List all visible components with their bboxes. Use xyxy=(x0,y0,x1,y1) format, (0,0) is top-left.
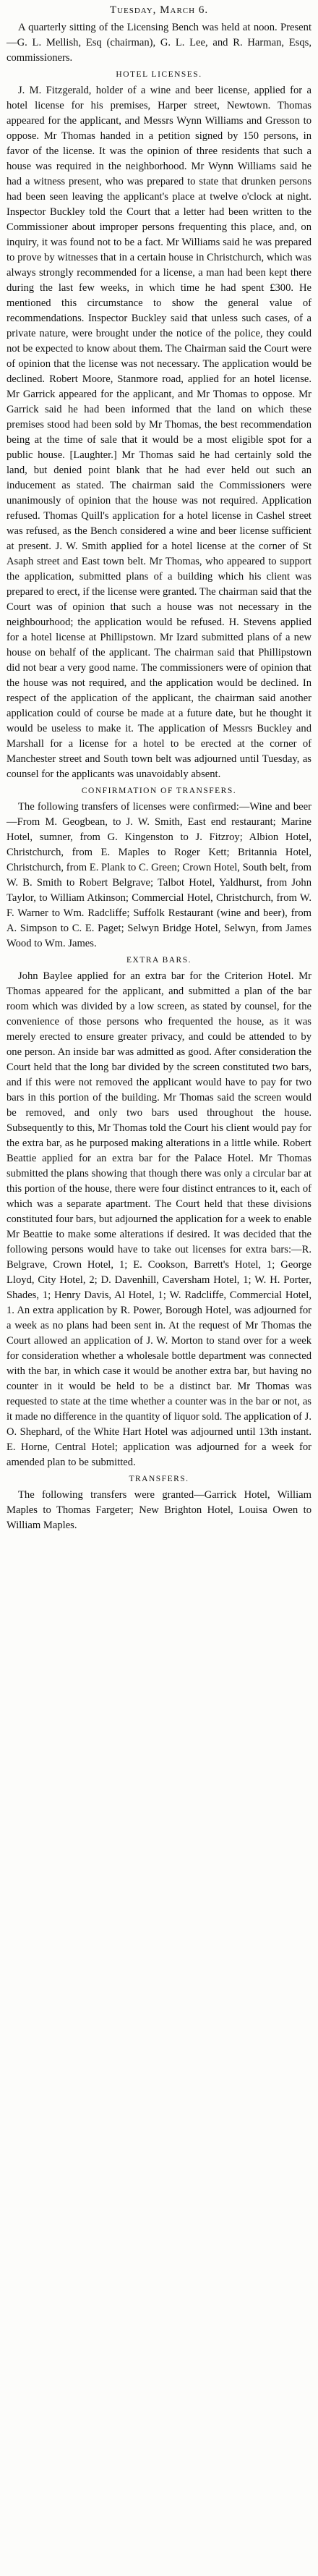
article-paragraph: J. M. Fitzgerald, holder of a wine and beer license, applied for a hotel license for his premises, Harper street, Newtown. Thomas appeared for the applicant, and Messrs Wynn Williams and Gresson to oppose. Mr Thomas handed in a petition signed by 150 persons, in favor of the license. It was the opinion of three residents that such a house was required in the neighborhood. Mr Wynn Williams said he had a witness present, who was prepared to state that drunken persons had been seen leaving the applicant's place at twelve o'clock at night. Inspector Buckley told the Court that a letter had been written to the Commissioner about improper persons frequenting this place, and, on inquiry, it was found not to be a fact. Mr Williams said he was prepared to prove by witnesses that in a certain house in Christchurch, which was always strongly recommended for a license, a man had been kept there during the last few weeks, in which time he had spent £300. He mentioned this circumstance to show the general value of recommendations. Inspector Buckley said that unless such cases, of a private nature, were brought under the notice of the police, they could not be expected to know about them. The Chairman said the Court were of opinion that the license was not necessary. The application would be declined. Robert Moore, Stanmore road, applied for an hotel license. Mr Garrick appeared for the applicant, and Mr Thomas to oppose. Mr Garrick said he had been informed that the land on which these premises stood had been sold by Mr Thomas, the best recommendation being at the time of sale that it would be a most eligible spot for a public house. [Laughter.] Mr Thomas said he had certainly sold the land, but denied point blank that he had ever held out such an inducement as stated. The chairman said the Commissioners were unanimously of opinion that the house was not required. Application refused. Thomas Quill's application for a hotel license in Cashel street was refused, as the Bench considered a wine and beer license sufficient at present. J. W. Smith applied for a hotel license at the corner of St Asaph street and East town belt. Mr Thomas, who appeared to support the application, submitted plans of a building which his client was prepared to erect, if the license were granted. The chairman said that the Court was of opinion that such a house was not necessary in the neighbourhood; the application would be refused. H. Stevens applied for a hotel license at Phillipstown. Mr Izard submitted plans of a new house on behalf of the applicant. The chairman said that Phillipstown did not bear a very good name. The commissioners were of opinion that the house was not required, and the application would be declined. In respect of the application of the applicant, the chairman said another application could of course be made at a future date, but he thought it would be useless to make it. The application of Messrs Buckley and Marshall for a license for a hotel to be erected at the corner of Manchester street and South town belt was adjourned until Tuesday, as counsel for the applicants was unavoidably absent. xyxy=(7,85,311,780)
section-heading: HOTEL LICENSES. xyxy=(116,70,202,79)
section-hotel-licenses xyxy=(7,70,311,782)
section-confirmation-of-transfers xyxy=(7,787,311,952)
section-extra-bars xyxy=(7,956,311,1470)
article-paragraph: John Baylee applied for an extra bar for the Criterion Hotel. Mr Thomas appeared for the applicant, and submitted a plan of the bar room which was divided by a low screen, as stated by counsel, for the convenience of those persons who frequented the house, as it was merely erected to ensure greater privacy, and could be attended to by one person. An inside bar was admitted as good. After consideration the Court held that the long bar divided by the screen constituted two bars, and if this were not removed the applicant would have to pay for two bars in this portion of the building. Mr Thomas said the screen would be removed, and only two bars used throughout the house. Subsequently to this, Mr Thomas told the Court his client would pay for the extra bar, as he purposed making alterations in a little while. Robert Beattie applied for an extra bar for the Palace Hotel. Mr Thomas submitted the plans showing that though there was only a circular bar at this portion of the house, there were four distinct entrances to it, each of which was a separate apartment. The Court held that these divisions constituted four bars, but adjourned the application for a week to enable Mr Beattie to make some alterations if desired. It was decided that the following persons would have to take out licenses for extra bars:—R. Belgrave, Crown Hotel, 1; E. Cookson, Barrett's Hotel, 1; George Lloyd, City Hotel, 2; D. Davenhill, Caversham Hotel, 1; W. H. Porter, Shades, 1; Henry Davis, Al Hotel, 1; W. Radcliffe, Commercial Hotel, 1. An extra application by R. Power, Borough Hotel, was adjourned for a week as no plans had been sent in. At the request of Mr Thomas the Court allowed an application of J. W. Morton to stand over for a week for consideration whether a wholesale bottle department was connected with the bar, in which case it would be another extra bar, but having no counter in it would be held to be a distinct bar. Mr Thomas was requested to state at the time whether a counter was in the bar or not, as it made no difference in the quantity of liquor sold. The application of J. O. Shephard, of the White Hart Hotel was adjourned until 13th instant. E. Horne, Central Hotel; application was adjourned for a week for amended plan to be submitted. xyxy=(7,970,311,1468)
section-heading: TRANSFERS. xyxy=(129,1475,189,1483)
intro-paragraph: A quarterly sitting of the Licensing Bench was held at noon. Present—G. L. Mellish, Esq (chairman), G. L. Lee, and R. Harman, Esqs, commissioners. xyxy=(7,22,311,64)
section-transfers xyxy=(7,1475,311,1533)
article-paragraph: The following transfers were granted—Garrick Hotel, William Maples to Thomas Fargeter; New Brighton Hotel, Louisa Owen to William Maples. xyxy=(7,1489,311,1531)
article-paragraph: The following transfers of licenses were confirmed:—Wine and beer—From M. Geogbean, to J. W. Smith, East end restaurant; Marine Hotel, sumner, from G. Kingenston to J. Fitzroy; Albion Hotel, Christchurch, from E. Maples to Roger Kett; Britannia Hotel, Christchurch, from E. Plank to C. Green; Crown Hotel, South belt, from W. B. Smith to Robert Belgrave; Talbot Hotel, Yaldhurst, from John Taylor, to William Atkinson; Commercial Hotel, Christchurch, from W. F. Warner to Wm. Radcliffe; Suffolk Restaurant (wine and beer), from A. Simpson to C. E. Paget; Selwyn Bridge Hotel, Selwyn, from James Wood to Wm. James. xyxy=(7,801,311,949)
section-heading: EXTRA BARS. xyxy=(126,956,192,965)
section-heading: CONFIRMATION OF TRANSFERS. xyxy=(81,787,237,795)
dateline: Tuesday, March 6. xyxy=(109,4,209,16)
